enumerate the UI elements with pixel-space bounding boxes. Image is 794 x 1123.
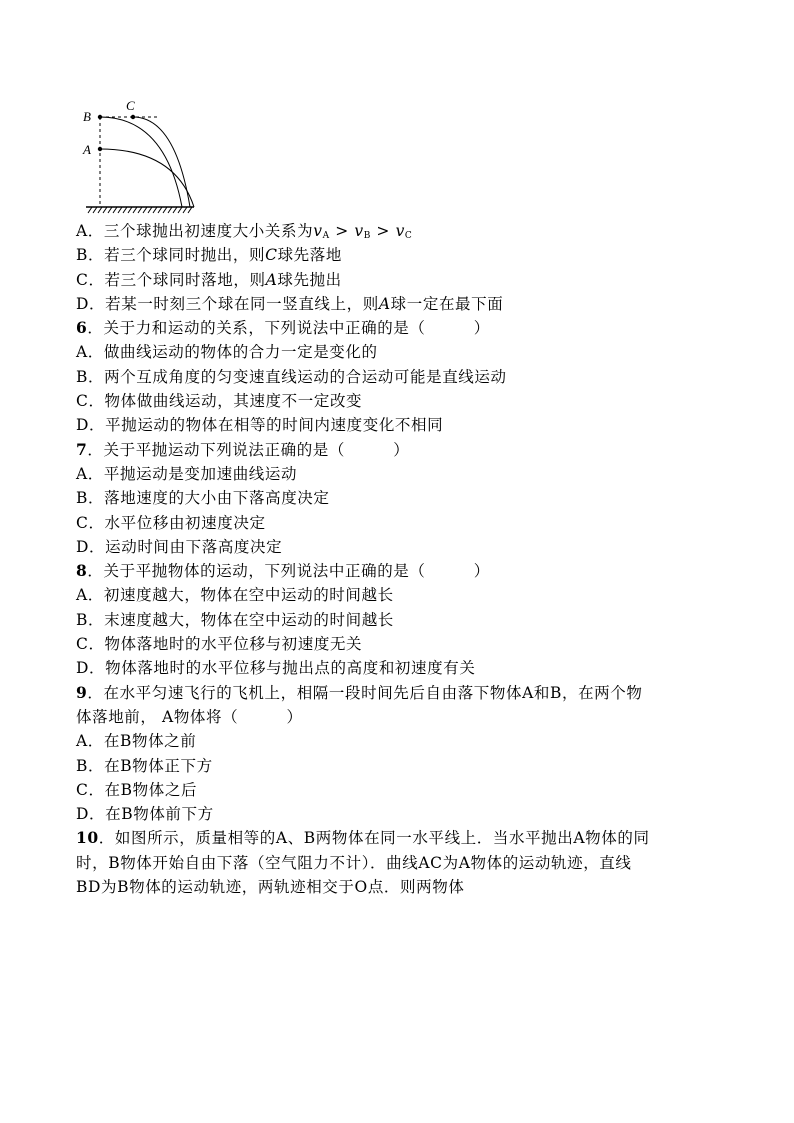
q7-option-d: D．运动时间由下落高度决定: [76, 537, 283, 556]
point-a: [98, 147, 102, 151]
q9-stem-line1: 9．在水平匀速飞行的飞机上，相隔一段时间先后自由落下物体A和B，在两个物: [76, 682, 643, 702]
q9-option-b: B．在B物体正下方: [76, 756, 213, 775]
ground-hatching: [88, 207, 192, 213]
q7-option-a: A．平抛运动是变加速曲线运动: [76, 464, 298, 483]
point-b: [98, 115, 102, 119]
q8-option-c: C．物体落地时的水平位移与初速度无关: [76, 635, 363, 654]
q9-stem-line2: 体落地前， A物体将（ ）: [76, 707, 303, 726]
q5-option-d: D．若某一时刻三个球在同一竖直线上，则A球一定在最下面: [76, 294, 504, 313]
q10-line3: BD为B物体的运动轨迹，两轨迹相交于O点．则两物体: [76, 878, 465, 897]
q6-option-d: D．平抛运动的物体在相等的时间内速度变化不相同: [76, 416, 444, 435]
q8-option-d: D．物体落地时的水平位移与抛出点的高度和初速度有关: [76, 659, 476, 678]
label-a: A: [83, 142, 91, 157]
q8-option-a: A．初速度越大，物体在空中运动的时间越长: [76, 586, 394, 605]
q9-option-a: A．在B物体之前: [76, 732, 197, 751]
label-b: B: [83, 109, 91, 124]
q6-stem: 6．关于力和运动的关系，下列说法中正确的是（ ）: [76, 318, 490, 338]
trajectory-b: [100, 117, 182, 207]
q10-line2: 时，B物体开始自由下落（空气阻力不计）．曲线AC为A物体的运动轨迹，直线: [76, 853, 632, 872]
q10-line1: 10．如图所示，质量相等的A、B两物体在同一水平线上．当水平抛出A物体的同: [76, 828, 650, 848]
q7-option-c: C．水平位移由初速度决定: [76, 513, 266, 532]
q6-option-a: A．做曲线运动的物体的合力一定是变化的: [76, 343, 378, 362]
q7-stem: 7．关于平抛运动下列说法正确的是（ ）: [76, 439, 410, 459]
q5-option-a: A．三个球抛出初速度大小关系为$v_A > v_B > v_C$: [76, 222, 413, 241]
point-c: [131, 115, 135, 119]
q7-option-b: B．落地速度的大小由下落高度决定: [76, 489, 330, 508]
q6-option-b: B．两个互成角度的匀变速直线运动的合运动可能是直线运动: [76, 367, 507, 386]
q5-option-c: C．若三个球同时落地，则A球先抛出: [76, 270, 342, 289]
q6-option-c: C．物体做曲线运动，其速度不一定改变: [76, 392, 363, 411]
q8-stem: 8．关于平抛物体的运动，下列说法中正确的是（ ）: [76, 561, 490, 581]
question-text: [76, 219, 776, 899]
trajectory-c: [133, 117, 190, 207]
q8-option-b: B．末速度越大，物体在空中运动的时间越长: [76, 610, 394, 629]
q5-option-b: B．若三个球同时抛出，则C球先落地: [76, 246, 342, 265]
label-c: C: [126, 98, 135, 113]
q9-option-d: D．在B物体前下方: [76, 805, 214, 824]
projectile-figure: [70, 92, 210, 220]
q9-option-c: C．在B物体之后: [76, 780, 198, 799]
